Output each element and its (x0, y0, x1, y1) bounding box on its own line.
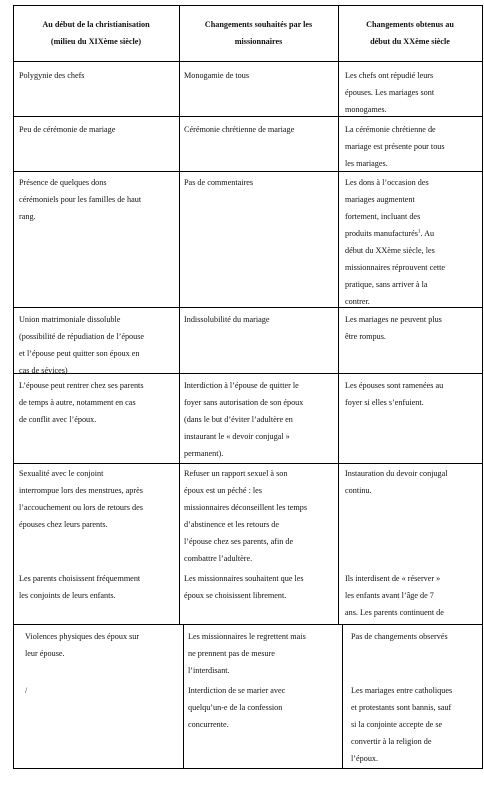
row-3-col-2: Pas de commentaires (184, 178, 254, 187)
rule-row-5 (13, 463, 483, 464)
row-4-col-3: Les mariages ne peuvent plus être rompus. (345, 315, 442, 341)
row-9-col-1: / (25, 686, 28, 695)
rule-header-bottom (13, 61, 483, 62)
row-6-col-1: Sexualité avec le conjoint interrompue lors des menstrues, après l’accouchement ou lors de retours des épouses chez leurs parents. (19, 469, 143, 529)
footnote-marker: 1 (417, 229, 421, 235)
row-2-col-3: La cérémonie chrétienne de mariage est présente pour tous les mariages. (345, 125, 445, 168)
rule-col-left (13, 5, 14, 624)
row-3-col-3-text: Les dons à l’occasion des mariages augmentent fortement, incluant des produits manufacturés (345, 178, 429, 238)
row-5-col-2: Interdiction à l’épouse de quitter le foyer sans autorisation de son époux (dans le but d’éviter l’adultère en instaurant le « devoir conjugal » permanent). (184, 381, 304, 458)
row-4-col-1: Union matrimoniale dissoluble (possibilité de répudiation de l’épouse et l’épouse peut quitter son époux en cas de sévices) (19, 315, 145, 375)
row-5-col-1: L’épouse peut rentrer chez ses parents de temps à autre, notamment en cas de conflit avec l’époux. (19, 381, 144, 424)
row-8-col-2: Les missionnaires le regrettent mais ne prennent pas de mesure l’interdisant. (188, 632, 306, 675)
rule-top (13, 5, 483, 6)
rule-col-1 (179, 5, 180, 624)
row-2-col-2: Cérémonie chrétienne de mariage (184, 125, 295, 134)
rule-col-left-lower (13, 624, 14, 768)
row-1-col-2: Monogamie de tous (184, 71, 250, 80)
row-3-col-1: Présence de quelques dons cérémoniels pour les familles de haut rang. (19, 178, 142, 221)
header-col-1: Au début de la christianisation (milieu du XIXème siècle) (42, 20, 150, 46)
row-7-col-3: Ils interdisent de « réserver » les enfants avant l’âge de 7 ans. Les parents continuent de (345, 574, 444, 617)
row-6-col-3: Instauration du devoir conjugal continu. (345, 469, 448, 495)
row-3-col-3-text-end: début du XXème siècle, les missionnaires réprouvent cette pratique, sans arriver à la contrer. (345, 246, 446, 306)
row-8-col-1: Violences physiques des époux sur leur épouse. (25, 632, 140, 658)
row-3-col-3 (345, 174, 481, 310)
row-3-col-3-text-cont: . Au (420, 229, 435, 238)
rule-col-2 (338, 5, 339, 624)
row-7-col-1: Les parents choisissent fréquemment les conjoints de leurs enfants. (19, 574, 141, 600)
header-col-3: Changements obtenus au début du XXème siècle (366, 20, 454, 46)
rule-col-right (482, 5, 483, 768)
rule-bottom (13, 768, 483, 769)
row-5-col-3: Les épouses sont ramenées au foyer si elles s’enfuient. (345, 381, 444, 407)
row-6-col-2: Refuser un rapport sexuel à son époux est un péché : les missionnaires déconseillent les temps d’abstinence et les retours de l’épouse chez ses parents, afin de combattre l’adultère. (184, 469, 308, 563)
row-9-col-2: Interdiction de se marier avec quelqu’un-e de la confession concurrente. (188, 686, 286, 729)
header-col-2: Changements souhaités par les missionnaires (204, 20, 313, 46)
row-7-col-2: Les missionnaires souhaitent que les époux se choisissent librement. (184, 574, 304, 600)
rule-col-2-lower (342, 624, 343, 768)
rule-col-1-lower (183, 624, 184, 768)
row-4-col-2: Indissolubilité du mariage (184, 315, 270, 324)
row-1-col-3: Les chefs ont répudié leurs épouses. Les mariages sont monogames. (345, 71, 435, 114)
rule-row-6 (13, 624, 483, 625)
row-1-col-1: Polygynie des chefs (19, 71, 85, 80)
row-9-col-3: Les mariages entre catholiques et protestants sont bannis, sauf si la conjointe accepte de se convertir à la religion de l’époux. (351, 686, 453, 763)
row-8-col-3: Pas de changements observés (351, 632, 448, 641)
row-2-col-1: Peu de cérémonie de mariage (19, 125, 116, 134)
